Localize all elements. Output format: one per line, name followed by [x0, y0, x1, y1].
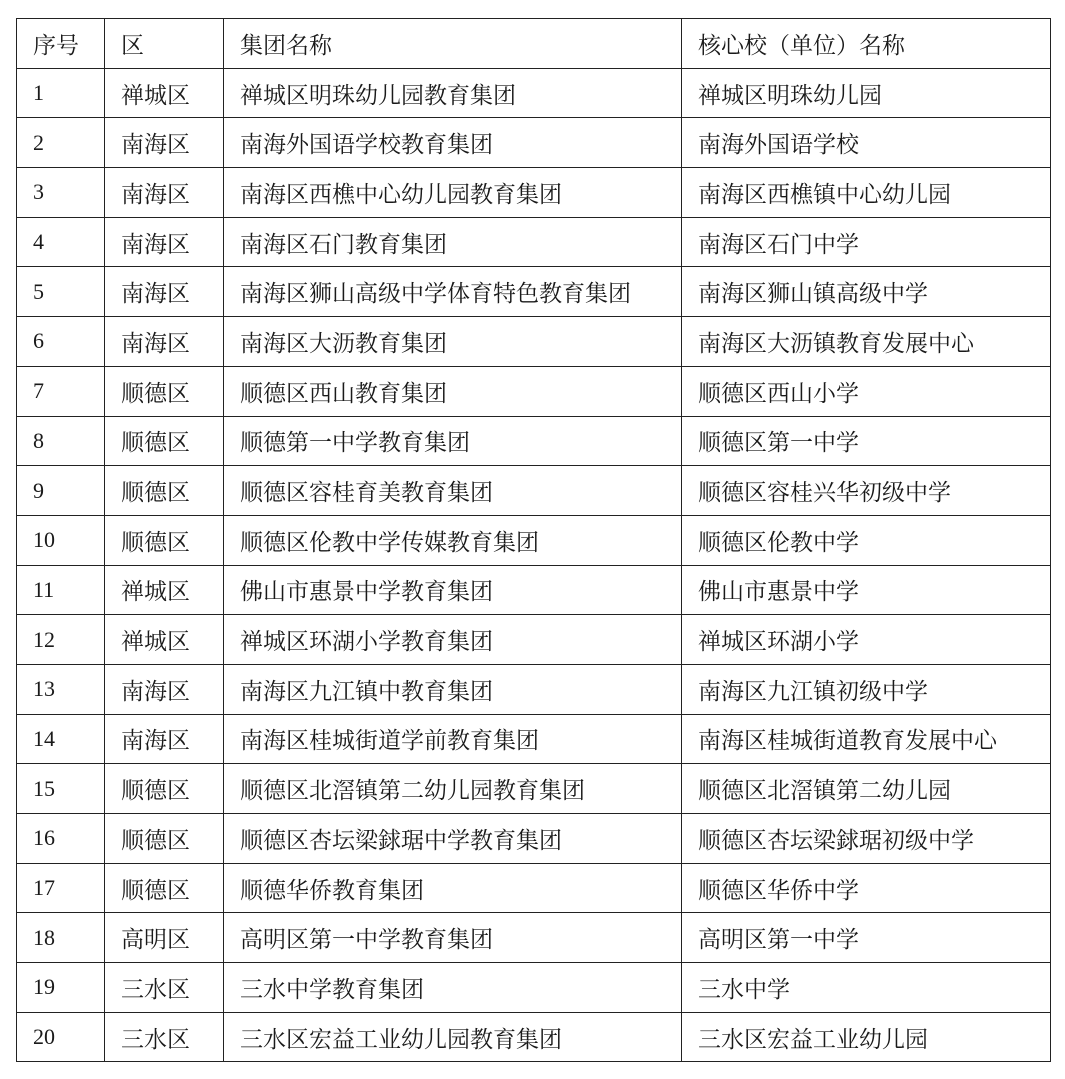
cell-group-name: 南海区九江镇中教育集团	[224, 664, 682, 714]
cell-district: 三水区	[105, 1012, 224, 1062]
cell-number: 18	[17, 913, 105, 963]
table-row	[17, 565, 1051, 615]
cell-group-name: 南海区狮山高级中学体育特色教育集团	[224, 267, 682, 317]
cell-district: 顺德区	[105, 416, 224, 466]
cell-group-name: 顺德区伦教中学传媒教育集团	[224, 515, 682, 565]
education-group-table	[16, 18, 1051, 1062]
table-row	[17, 664, 1051, 714]
table-row	[17, 963, 1051, 1013]
cell-group-name: 三水区宏益工业幼儿园教育集团	[224, 1012, 682, 1062]
cell-group-name: 禅城区环湖小学教育集团	[224, 615, 682, 665]
cell-number: 5	[17, 267, 105, 317]
table-row	[17, 714, 1051, 764]
cell-group-name: 顺德区杏坛梁銶琚中学教育集团	[224, 814, 682, 864]
table-row	[17, 913, 1051, 963]
cell-number: 9	[17, 466, 105, 516]
cell-number: 2	[17, 118, 105, 168]
cell-group-name: 禅城区明珠幼儿园教育集团	[224, 68, 682, 118]
table-row	[17, 366, 1051, 416]
cell-group-name: 南海区大沥教育集团	[224, 317, 682, 367]
cell-number: 17	[17, 863, 105, 913]
cell-core-school: 禅城区环湖小学	[682, 615, 1051, 665]
document-sheet	[16, 18, 1050, 1062]
cell-core-school: 三水区宏益工业幼儿园	[682, 1012, 1051, 1062]
table-row	[17, 1012, 1051, 1062]
cell-number: 11	[17, 565, 105, 615]
cell-district: 南海区	[105, 168, 224, 218]
cell-number: 15	[17, 764, 105, 814]
cell-district: 禅城区	[105, 68, 224, 118]
cell-core-school: 高明区第一中学	[682, 913, 1051, 963]
cell-group-name: 顺德第一中学教育集团	[224, 416, 682, 466]
cell-district: 禅城区	[105, 615, 224, 665]
cell-number: 16	[17, 814, 105, 864]
cell-core-school: 顺德区第一中学	[682, 416, 1051, 466]
table-row	[17, 863, 1051, 913]
header-number: 序号	[17, 19, 105, 69]
cell-core-school: 南海区石门中学	[682, 217, 1051, 267]
cell-group-name: 佛山市惠景中学教育集团	[224, 565, 682, 615]
cell-core-school: 南海区西樵镇中心幼儿园	[682, 168, 1051, 218]
cell-group-name: 南海区西樵中心幼儿园教育集团	[224, 168, 682, 218]
cell-core-school: 南海区大沥镇教育发展中心	[682, 317, 1051, 367]
cell-district: 南海区	[105, 664, 224, 714]
cell-district: 顺德区	[105, 863, 224, 913]
table-row	[17, 118, 1051, 168]
header-core-school: 核心校（单位）名称	[682, 19, 1051, 69]
cell-core-school: 顺德区容桂兴华初级中学	[682, 466, 1051, 516]
cell-number: 7	[17, 366, 105, 416]
cell-number: 6	[17, 317, 105, 367]
header-group-name: 集团名称	[224, 19, 682, 69]
cell-group-name: 三水中学教育集团	[224, 963, 682, 1013]
cell-number: 12	[17, 615, 105, 665]
cell-district: 南海区	[105, 217, 224, 267]
cell-group-name: 南海区桂城街道学前教育集团	[224, 714, 682, 764]
cell-district: 顺德区	[105, 466, 224, 516]
cell-core-school: 南海外国语学校	[682, 118, 1051, 168]
cell-group-name: 高明区第一中学教育集团	[224, 913, 682, 963]
cell-core-school: 顺德区北滘镇第二幼儿园	[682, 764, 1051, 814]
header-district: 区	[105, 19, 224, 69]
cell-number: 3	[17, 168, 105, 218]
table-row	[17, 515, 1051, 565]
table-row	[17, 814, 1051, 864]
table-row	[17, 267, 1051, 317]
table-row	[17, 317, 1051, 367]
table-row	[17, 68, 1051, 118]
cell-district: 南海区	[105, 118, 224, 168]
cell-district: 顺德区	[105, 814, 224, 864]
cell-group-name: 顺德区西山教育集团	[224, 366, 682, 416]
cell-group-name: 顺德华侨教育集团	[224, 863, 682, 913]
cell-district: 顺德区	[105, 366, 224, 416]
cell-number: 13	[17, 664, 105, 714]
cell-district: 顺德区	[105, 764, 224, 814]
cell-number: 14	[17, 714, 105, 764]
cell-district: 南海区	[105, 267, 224, 317]
cell-core-school: 禅城区明珠幼儿园	[682, 68, 1051, 118]
table-row	[17, 615, 1051, 665]
cell-district: 顺德区	[105, 515, 224, 565]
table-row	[17, 217, 1051, 267]
table-row	[17, 764, 1051, 814]
table-row	[17, 466, 1051, 516]
cell-core-school: 顺德区杏坛梁銶琚初级中学	[682, 814, 1051, 864]
cell-district: 禅城区	[105, 565, 224, 615]
cell-core-school: 顺德区伦教中学	[682, 515, 1051, 565]
cell-core-school: 佛山市惠景中学	[682, 565, 1051, 615]
cell-district: 高明区	[105, 913, 224, 963]
cell-number: 8	[17, 416, 105, 466]
cell-number: 19	[17, 963, 105, 1013]
cell-district: 三水区	[105, 963, 224, 1013]
cell-district: 南海区	[105, 317, 224, 367]
cell-number: 4	[17, 217, 105, 267]
cell-number: 1	[17, 68, 105, 118]
cell-core-school: 三水中学	[682, 963, 1051, 1013]
cell-core-school: 南海区狮山镇高级中学	[682, 267, 1051, 317]
cell-core-school: 顺德区西山小学	[682, 366, 1051, 416]
cell-group-name: 南海区石门教育集团	[224, 217, 682, 267]
cell-core-school: 南海区桂城街道教育发展中心	[682, 714, 1051, 764]
table-header-row	[17, 19, 1051, 69]
cell-number: 20	[17, 1012, 105, 1062]
cell-district: 南海区	[105, 714, 224, 764]
cell-core-school: 顺德区华侨中学	[682, 863, 1051, 913]
table-row	[17, 416, 1051, 466]
cell-group-name: 顺德区北滘镇第二幼儿园教育集团	[224, 764, 682, 814]
cell-core-school: 南海区九江镇初级中学	[682, 664, 1051, 714]
table-row	[17, 168, 1051, 218]
cell-group-name: 顺德区容桂育美教育集团	[224, 466, 682, 516]
cell-number: 10	[17, 515, 105, 565]
cell-group-name: 南海外国语学校教育集团	[224, 118, 682, 168]
table-body	[17, 68, 1051, 1062]
